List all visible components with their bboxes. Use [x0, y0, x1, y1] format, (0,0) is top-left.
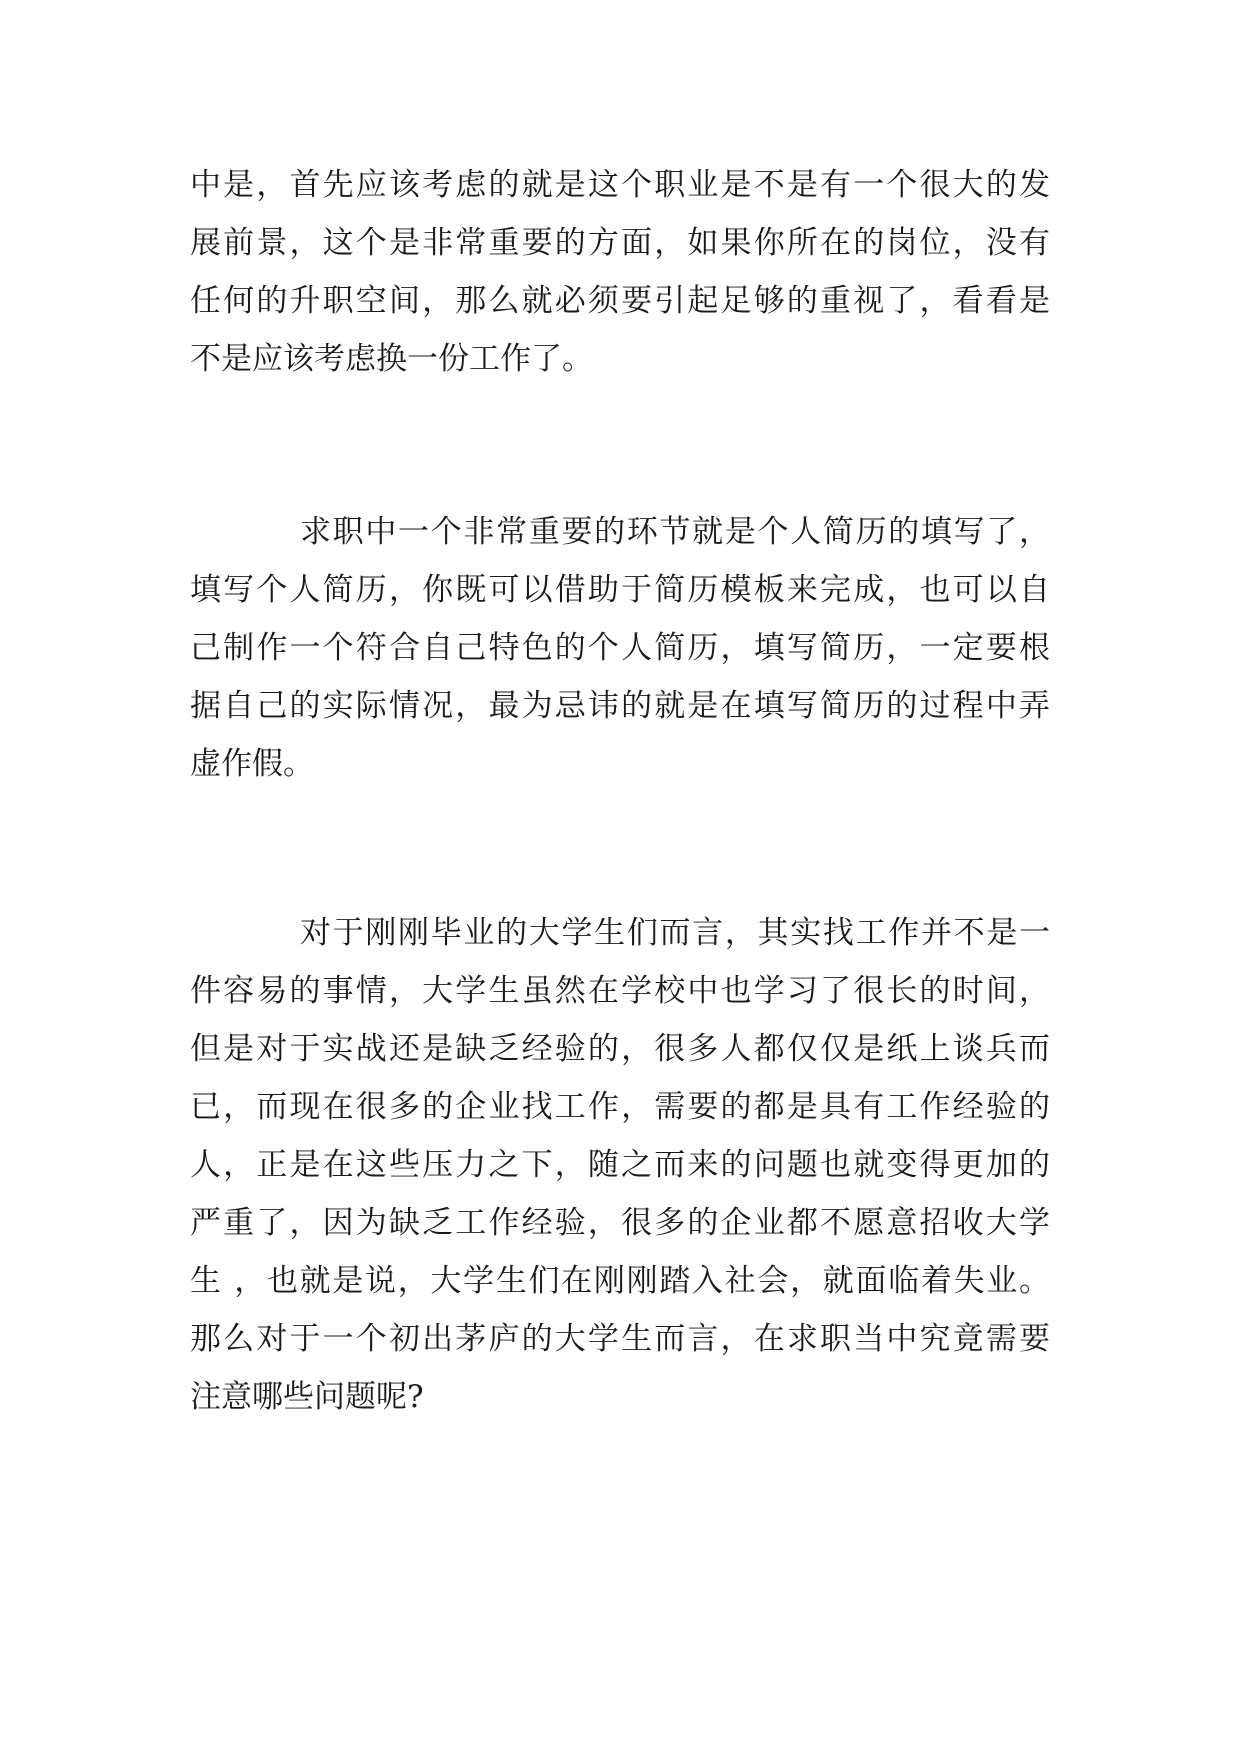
paragraph-2 [190, 503, 1050, 793]
paragraph-line: 填写个人简历，你既可以借助于简历模板来完成，也可以自 [190, 572, 1050, 608]
paragraph-line: 不是应该考虑换一份工作了。 [190, 341, 593, 377]
paragraph-line: 已，而现在很多的企业找工作，需要的都是具有工作经验的 [190, 1089, 1050, 1125]
paragraph-line: 那么对于一个初出茅庐的大学生而言，在求职当中究竟需要 [190, 1321, 1050, 1357]
paragraph-1 [190, 156, 1050, 388]
paragraph-line: 但是对于实战还是缺乏经验的，很多人都仅仅是纸上谈兵而 [190, 1031, 1050, 1067]
paragraph-line: 中是，首先应该考虑的就是这个职业是不是有一个很大的发 [190, 167, 1050, 203]
paragraph-line: 据自己的实际情况，最为忌讳的就是在填写简历的过程中弄 [190, 688, 1050, 724]
paragraph-3 [190, 904, 1050, 1426]
paragraph-line: 人，正是在这些压力之下，随之而来的问题也就变得更加的 [190, 1147, 1050, 1183]
paragraph-line: 任何的升职空间，那么就必须要引起足够的重视了，看看是 [190, 283, 1050, 319]
paragraph-line: 己制作一个符合自己特色的个人简历，填写简历，一定要根 [190, 630, 1050, 666]
paragraph-line: 虚作假。 [190, 746, 314, 782]
paragraph-line: 严重了，因为缺乏工作经验，很多的企业都不愿意招收大学 [190, 1205, 1050, 1241]
paragraph-line: 注意哪些问题呢? [190, 1379, 424, 1415]
paragraph-line: 展前景，这个是非常重要的方面，如果你所在的岗位，没有 [190, 225, 1050, 261]
paragraph-line: 生 ，也就是说，大学生们在刚刚踏入社会，就面临着失业。 [190, 1263, 1050, 1299]
paragraph-line: 对于刚刚毕业的大学生们而言，其实找工作并不是一 [300, 915, 1050, 951]
paragraph-line: 求职中一个非常重要的环节就是个人简历的填写了， [300, 514, 1050, 550]
paragraph-line: 件容易的事情，大学生虽然在学校中也学习了很长的时间， [190, 973, 1050, 1009]
